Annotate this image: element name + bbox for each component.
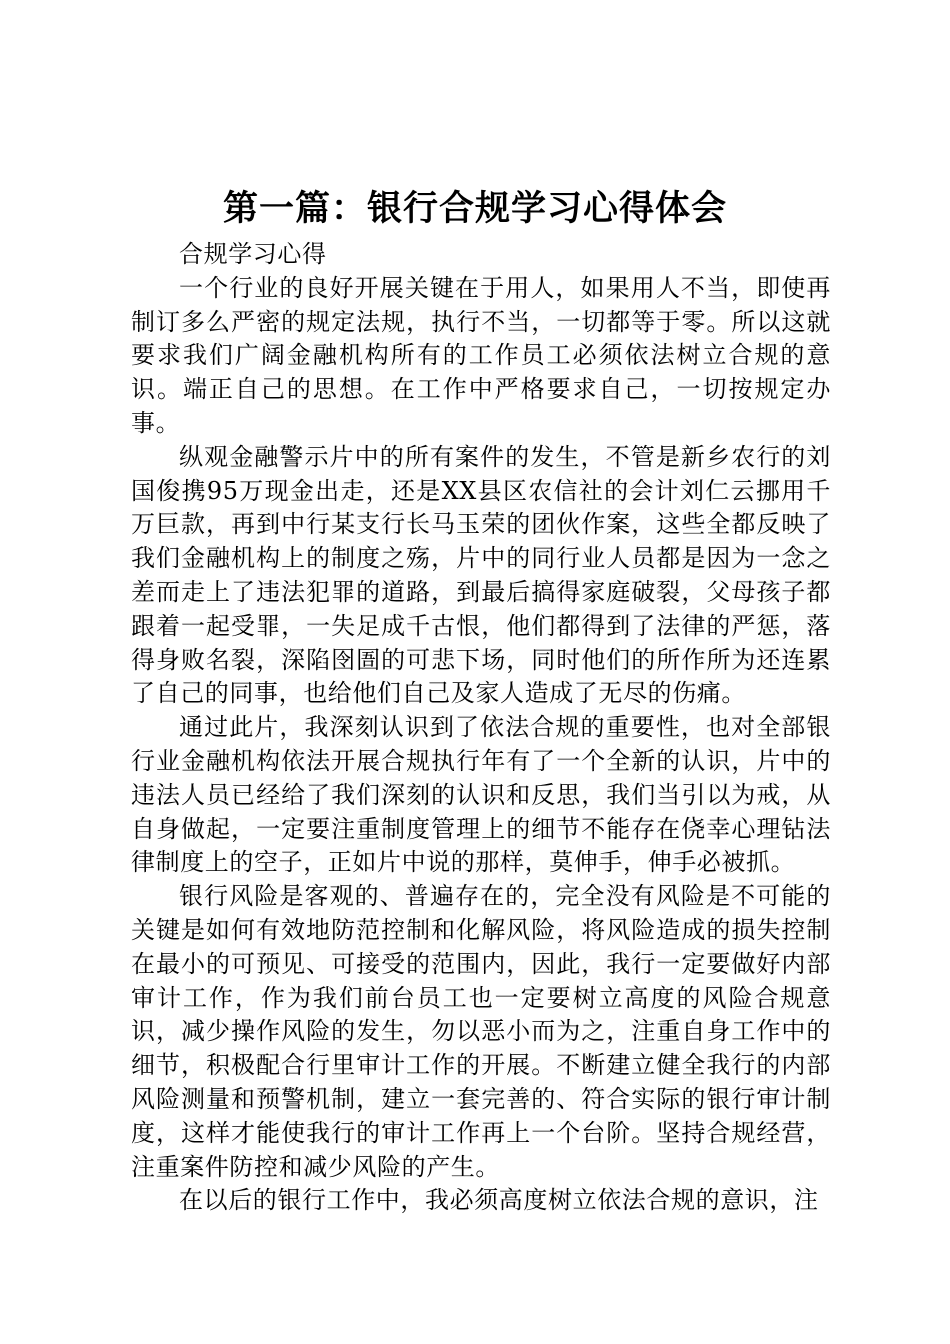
- document-title: 第一篇：银行合规学习心得体会: [222, 188, 727, 229]
- paragraph: 一个行业的良好开展关键在于用人，如果用人不当，即使再制订多么严密的规定法规，执行不当，一切都等于零。所以这就要求我们广阔金融机构所有的工作员工必须依法树立合规的意识。端正自己的思想。在工作中严格要求自己，一切按规定办事。: [131, 273, 831, 437]
- document-subheading: 合规学习心得: [179, 240, 327, 268]
- document-body: [131, 238, 831, 1218]
- paragraph: 通过此片，我深刻认识到了依法合规的重要性，也对全部银行业金融机构依法开展合规执行年有了一个全新的认识，片中的违法人员已经给了我们深刻的认识和反思，我们当引以为戒，从自身做起，一定要注重制度管理上的细节不能存在侥幸心理钻法律制度上的空子，正如片中说的那样，莫伸手，伸手必被抓。: [131, 713, 831, 877]
- paragraph: 银行风险是客观的、普遍存在的，完全没有风险是不可能的关键是如何有效地防范控制和化解风险，将风险造成的损失控制在最小的可预见、可接受的范围内，因此，我行一定要做好内部审计工作，作为我们前台员工也一定要树立高度的风险合规意识，减少操作风险的发生，勿以恶小而为之，注重自身工作中的细节，积极配合行里审计工作的开展。不断建立健全我行的内部风险测量和预警机制，建立一套完善的、符合实际的银行审计制度，这样才能使我行的审计工作再上一个台阶。坚持合规经营，注重案件防控和减少风险的产生。: [131, 882, 831, 1181]
- paragraph: 纵观金融警示片中的所有案件的发生，不管是新乡农行的刘国俊携95万现金出走，还是XX县区农信社的会计刘仁云挪用千万巨款，再到中行某支行长马玉荣的团伙作案，这些全都反映了我们金融机构上的制度之殇，片中的同行业人员都是因为一念之差而走上了违法犯罪的道路，到最后搞得家庭破裂，父母孩子都跟着一起受罪，一失足成千古恨，他们都得到了法律的严惩，落得身败名裂，深陷囹圄的可悲下场，同时他们的所作所为还连累了自己的同事，也给他们自己及家人造成了无尽的伤痛。: [131, 442, 831, 708]
- paragraph: 在以后的银行工作中，我必须高度树立依法合规的意识，注: [179, 1186, 819, 1215]
